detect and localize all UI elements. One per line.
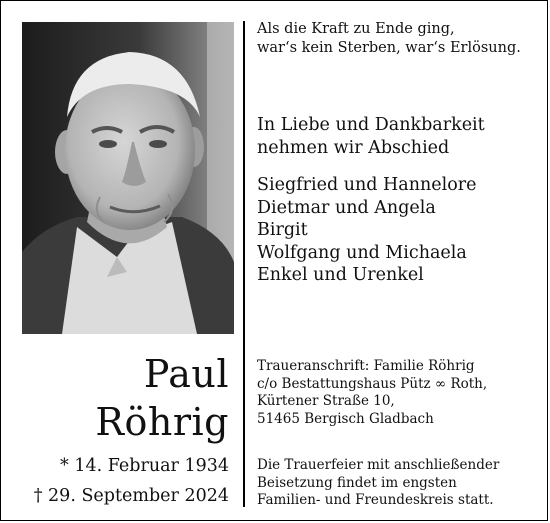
mourner-entry: Wolfgang und Michaela: [257, 242, 467, 263]
address-line: 51465 Bergisch Gladbach: [257, 410, 434, 427]
mourning-address: [257, 358, 542, 428]
intro-line: In Liebe und Dankbarkeit: [257, 115, 485, 135]
portrait-photo-illustration: [22, 22, 234, 334]
farewell-intro: [257, 114, 542, 159]
address-line: c/o Bestattungshaus Pütz ∞ Roth,: [257, 375, 488, 392]
mourner-entry: Enkel und Urenkel: [257, 265, 424, 285]
mourner-entry: Siegfried und Hannelore: [257, 175, 477, 195]
memorial-quote: [257, 20, 542, 58]
portrait-photo: [22, 22, 234, 334]
deceased-last-name: Röhrig: [95, 400, 229, 444]
birth-date: * 14. Februar 1934: [60, 456, 229, 476]
deceased-first-name: Paul: [143, 352, 229, 396]
intro-line: nehmen wir Abschied: [257, 137, 450, 158]
mourner-entry: Dietmar und Angela: [257, 197, 436, 218]
service-line: Beisetzung findet im engsten: [257, 474, 457, 491]
address-line: Kürtener Straße 10,: [257, 393, 395, 409]
mourners-list: [257, 174, 542, 287]
vertical-divider: [243, 21, 245, 507]
mourner-entry: Birgit: [257, 220, 308, 240]
quote-line: war‘s kein Sterben, war‘s Erlösung.: [257, 40, 521, 56]
service-line: Die Trauerfeier mit anschließender: [257, 457, 500, 473]
funeral-service-info: [257, 457, 542, 510]
death-date: † 29. September 2024: [33, 486, 229, 506]
service-line: Familien- und Freundeskreis statt.: [257, 492, 494, 508]
quote-line: Als die Kraft zu Ende ging,: [257, 21, 455, 37]
address-line: Traueranschrift: Familie Röhrig: [257, 358, 475, 374]
